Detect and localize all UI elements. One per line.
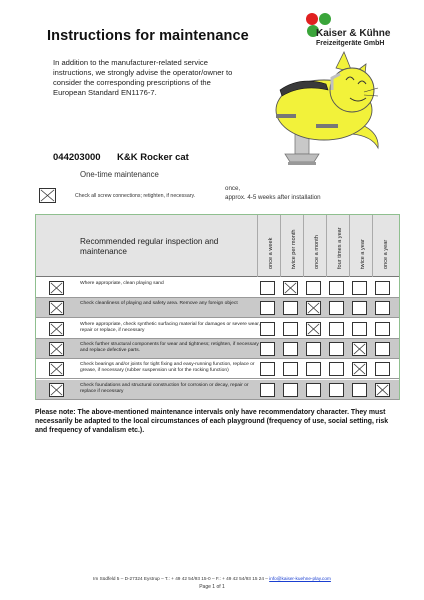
schedule-row	[36, 319, 399, 339]
column-header	[258, 219, 278, 275]
footer-address-text: Im Südfeld 5 – D-27324 Eystrup – T.: + 49 42 54/93 15-0 – F.: + 49 42 54/93 15 24 –	[93, 576, 268, 581]
cross-mark-icon	[50, 363, 63, 375]
frequency-checkbox[interactable]	[260, 342, 275, 356]
cross-mark-icon	[50, 282, 63, 294]
frequency-checkbox[interactable]	[375, 281, 390, 295]
intro-paragraph: In addition to the manufacturer-related service instructions, we strongly advise the operator/owner to consider the corresponding prescriptions of the European Standard EN1176-7.	[53, 58, 233, 97]
frequency-checkbox[interactable]	[375, 301, 390, 315]
frequency-checkbox[interactable]	[306, 362, 321, 376]
rocker-cat-product-image	[240, 50, 388, 170]
page-number: Page 1 of 1	[199, 584, 225, 590]
schedule-row	[36, 359, 399, 379]
frequency-checkbox[interactable]	[329, 362, 344, 376]
schedule-row	[36, 298, 399, 318]
row-done-checkbox[interactable]	[49, 383, 64, 397]
cross-mark-icon	[50, 323, 63, 335]
schedule-row	[36, 339, 399, 359]
frequency-checkbox[interactable]	[375, 342, 390, 356]
cross-mark-icon	[376, 384, 389, 396]
frequency-checkbox[interactable]	[260, 362, 275, 376]
page-title: Instructions for maintenance	[47, 28, 249, 44]
schedule-title: Recommended regular inspection and maintenance	[80, 237, 219, 256]
frequency-checkbox[interactable]	[260, 281, 275, 295]
column-header-label: once a month	[314, 235, 320, 269]
row-done-checkbox[interactable]	[49, 322, 64, 336]
footer-email-link[interactable]: info@kaiser-kuehne-play.com	[269, 576, 331, 581]
cross-mark-icon	[284, 282, 297, 294]
frequency-checkbox[interactable]	[375, 362, 390, 376]
product-code: 044203000	[53, 152, 101, 163]
frequency-checkbox[interactable]	[260, 301, 275, 315]
frequency-checkbox[interactable]	[283, 342, 298, 356]
column-header	[373, 219, 393, 275]
row-done-checkbox[interactable]	[49, 342, 64, 356]
one-time-frequency-detail: approx. 4-5 weeks after installation	[225, 194, 321, 201]
one-time-row	[35, 185, 400, 207]
frequency-checkbox[interactable]	[283, 383, 298, 397]
one-time-checkbox[interactable]	[39, 188, 56, 203]
frequency-checkbox[interactable]	[352, 281, 367, 295]
one-time-frequency: once,	[225, 185, 241, 192]
cross-mark-icon	[353, 343, 366, 355]
schedule-header	[36, 215, 399, 277]
row-done-checkbox[interactable]	[49, 362, 64, 376]
frequency-checkbox[interactable]	[306, 322, 321, 336]
schedule-task: Check bearings and/or joints for tight fixing and easy-running function, replace or grease, if necessary (rubber suspension unit for the rocking function)	[80, 362, 255, 374]
column-header	[350, 219, 370, 275]
frequency-checkbox[interactable]	[283, 362, 298, 376]
frequency-checkbox[interactable]	[283, 281, 298, 295]
cross-mark-icon	[50, 302, 63, 314]
schedule-row	[36, 380, 399, 400]
cross-mark-icon	[40, 189, 55, 202]
cross-mark-icon	[50, 343, 63, 355]
one-time-heading: One-time maintenance	[80, 170, 159, 179]
frequency-checkbox[interactable]	[306, 342, 321, 356]
maintenance-schedule-table	[35, 214, 400, 400]
frequency-checkbox[interactable]	[352, 342, 367, 356]
cross-mark-icon	[353, 363, 366, 375]
frequency-checkbox[interactable]	[260, 322, 275, 336]
schedule-task: Where appropriate, clean playing sand	[80, 281, 164, 286]
column-header	[327, 219, 347, 275]
column-header-label: once a year	[383, 239, 389, 269]
row-done-checkbox[interactable]	[49, 301, 64, 315]
frequency-checkbox[interactable]	[283, 322, 298, 336]
company-logo	[302, 12, 414, 52]
logo-company-subtitle: Freizeitgeräte GmbH	[316, 40, 385, 47]
frequency-checkbox[interactable]	[375, 322, 390, 336]
schedule-task: Where appropriate, check synthetic surfacing material for damages or severe wear, repair or replace, if necessary	[80, 321, 260, 333]
cross-mark-icon	[50, 384, 63, 396]
frequency-checkbox[interactable]	[329, 383, 344, 397]
row-done-checkbox[interactable]	[49, 281, 64, 295]
product-name: K&K Rocker cat	[117, 152, 189, 163]
cross-mark-icon	[307, 302, 320, 314]
frequency-checkbox[interactable]	[306, 301, 321, 315]
cross-mark-icon	[307, 323, 320, 335]
frequency-checkbox[interactable]	[306, 281, 321, 295]
one-time-task: Check all screw connections; retighten, if necessary.	[75, 193, 196, 199]
footer-address	[0, 576, 424, 581]
schedule-task: Check further structural components for wear and tightness; retighten, if necessary and replace defective parts.	[80, 341, 259, 353]
frequency-checkbox[interactable]	[352, 322, 367, 336]
column-header-label: once a week	[268, 237, 274, 269]
frequency-checkbox[interactable]	[329, 342, 344, 356]
frequency-checkbox[interactable]	[260, 383, 275, 397]
frequency-checkbox[interactable]	[329, 322, 344, 336]
column-header-label: twice per month	[291, 229, 297, 269]
frequency-checkbox[interactable]	[306, 383, 321, 397]
recommendation-note: Please note: The above-mentioned maintenance intervals only have recommendatory character. They must necessarily be adapted to the local circumstances of each playground (frequency of use, social setting, risk and frequency of vandalism etc.).	[35, 409, 389, 434]
frequency-checkbox[interactable]	[329, 281, 344, 295]
frequency-checkbox[interactable]	[283, 301, 298, 315]
frequency-checkbox[interactable]	[352, 301, 367, 315]
schedule-row	[36, 278, 399, 298]
column-header	[304, 219, 324, 275]
schedule-task: Check cleanliness of playing and safety area. Remove any foreign object	[80, 301, 238, 307]
frequency-checkbox[interactable]	[375, 383, 390, 397]
column-header-label: four times a year	[337, 227, 343, 269]
frequency-checkbox[interactable]	[352, 362, 367, 376]
logo-company-name: Kaiser & Kühne	[316, 28, 391, 39]
column-header-label: twice a year	[360, 239, 366, 269]
frequency-checkbox[interactable]	[352, 383, 367, 397]
schedule-task: Check foundations and structural construction for corrosion or decay, repair or replace if necessary	[80, 382, 249, 394]
frequency-checkbox[interactable]	[329, 301, 344, 315]
column-header	[281, 219, 301, 275]
